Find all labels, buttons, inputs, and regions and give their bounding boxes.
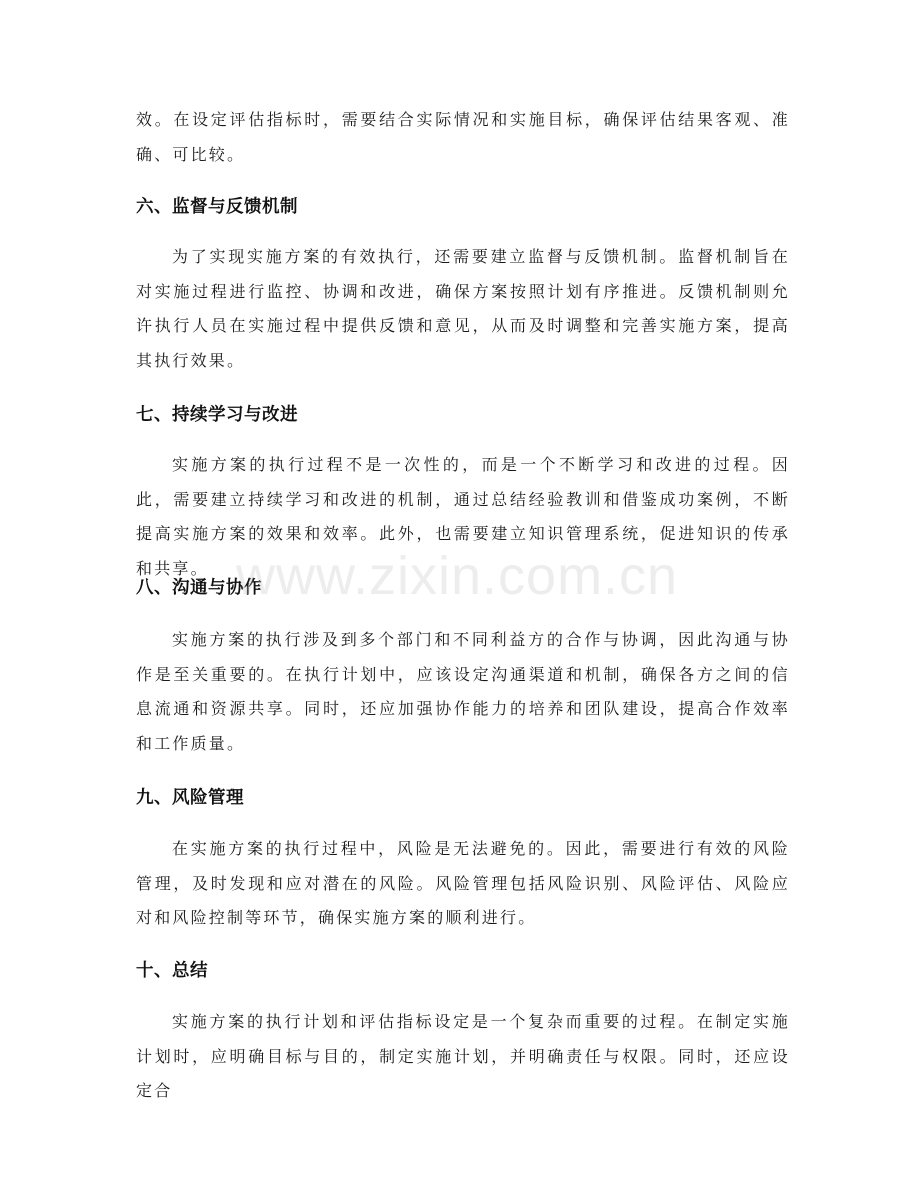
section-heading-risk-management: 九、风险管理: [136, 788, 244, 808]
section-body-supervision-feedback: 为了实现实施方案的有效执行，还需要建立监督与反馈机制。监督机制旨在对实施过程进行监控、协调和改进，确保方案按照计划有序推进。反馈机制则允许执行人员在实施过程中提供反馈和意见，从而及时调整和完善实施方案，提高其执行效果。: [136, 247, 790, 370]
section-body-summary: 实施方案的执行计划和评估指标设定是一个复杂而重要的过程。在制定实施计划时，应明确目标与目的，制定实施计划，并明确责任与权限。同时，还应设定合: [136, 1012, 790, 1100]
section-body-continuous-learning: 实施方案的执行过程不是一次性的，而是一个不断学习和改进的过程。因此，需要建立持续学习和改进的机制，通过总结经验教训和借鉴成功案例，不断提高实施方案的效果和效率。此外，也需要建立知识管理系统，促进知识的传承和共享。: [136, 455, 790, 578]
section-heading-supervision-feedback: 六、监督与反馈机制: [136, 197, 298, 217]
section-heading-summary: 十、总结: [136, 961, 208, 981]
intro-continuation-paragraph: 效。在设定评估指标时，需要结合实际情况和实施目标，确保评估结果客观、准确、可比较。: [136, 110, 790, 164]
section-heading-continuous-learning: 七、持续学习与改进: [136, 405, 298, 425]
section-body-risk-management: 在实施方案的执行过程中，风险是无法避免的。因此，需要进行有效的风险管理，及时发现和应对潜在的风险。风险管理包括风险识别、风险评估、风险应对和风险控制等环节，确保实施方案的顺利进行。: [136, 839, 790, 927]
watermark-text: www.zixin.com.cn: [236, 546, 679, 606]
section-body-communication-collaboration: 实施方案的执行涉及到多个部门和不同利益方的合作与协调，因此沟通与协作是至关重要的。在执行计划中，应该设定沟通渠道和机制，确保各方之间的信息流通和资源共享。同时，还应加强协作能力的培养和团队建设，提高合作效率和工作质量。: [136, 630, 790, 753]
section-heading-communication-collaboration: 八、沟通与协作: [136, 578, 262, 598]
